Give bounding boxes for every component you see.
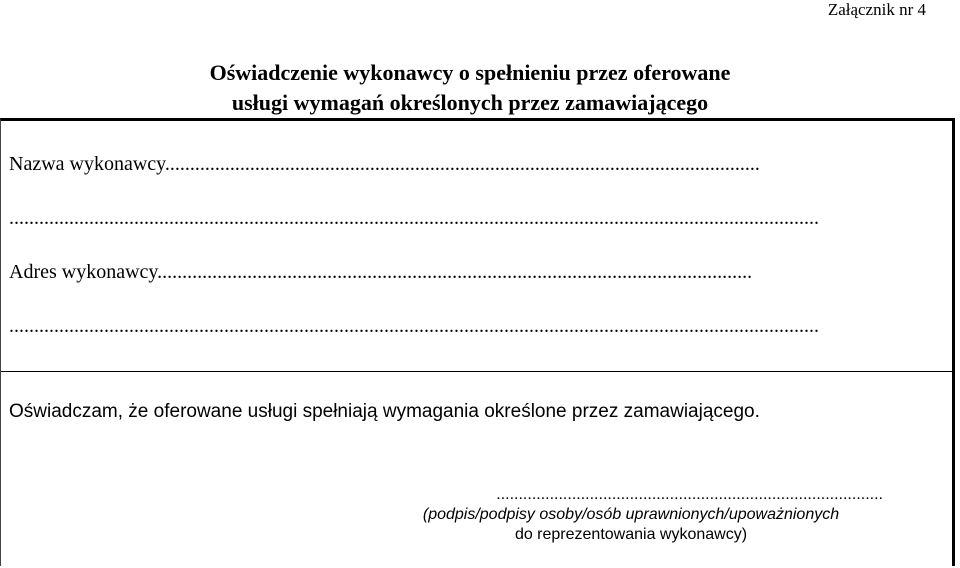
title-line-1: Oświadczenie wykonawcy o spełnieniu przez oferowane — [209, 60, 731, 85]
title-line-2: usługi wymagań określonych przez zamawiającego — [231, 90, 709, 115]
signature-line: ....................................................................................... — [496, 486, 883, 503]
document-title — [100, 58, 840, 118]
declaration-form — [0, 118, 955, 566]
annex-label: Załącznik nr 4 — [827, 0, 926, 19]
contractor-address-field: Adres wykonawcy....................................................................................................................... — [9, 261, 753, 283]
contractor-name-field: Nazwa wykonawcy....................................................................................................................... — [9, 153, 760, 175]
contractor-address-continuation: .................................................................................................................................................................. — [9, 315, 819, 337]
signature-block — [371, 485, 891, 545]
section-divider — [1, 371, 952, 372]
contractor-name-continuation: .................................................................................................................................................................. — [9, 207, 819, 229]
signature-caption-2: do reprezentowania wykonawcy) — [514, 526, 748, 543]
declaration-statement: Oświadczam, że oferowane usługi spełniają wymagania określone przez zamawiającego. — [9, 401, 760, 422]
signature-caption-1: (podpis/podpisy osoby/osób uprawnionych/upoważnionych — [422, 506, 840, 523]
